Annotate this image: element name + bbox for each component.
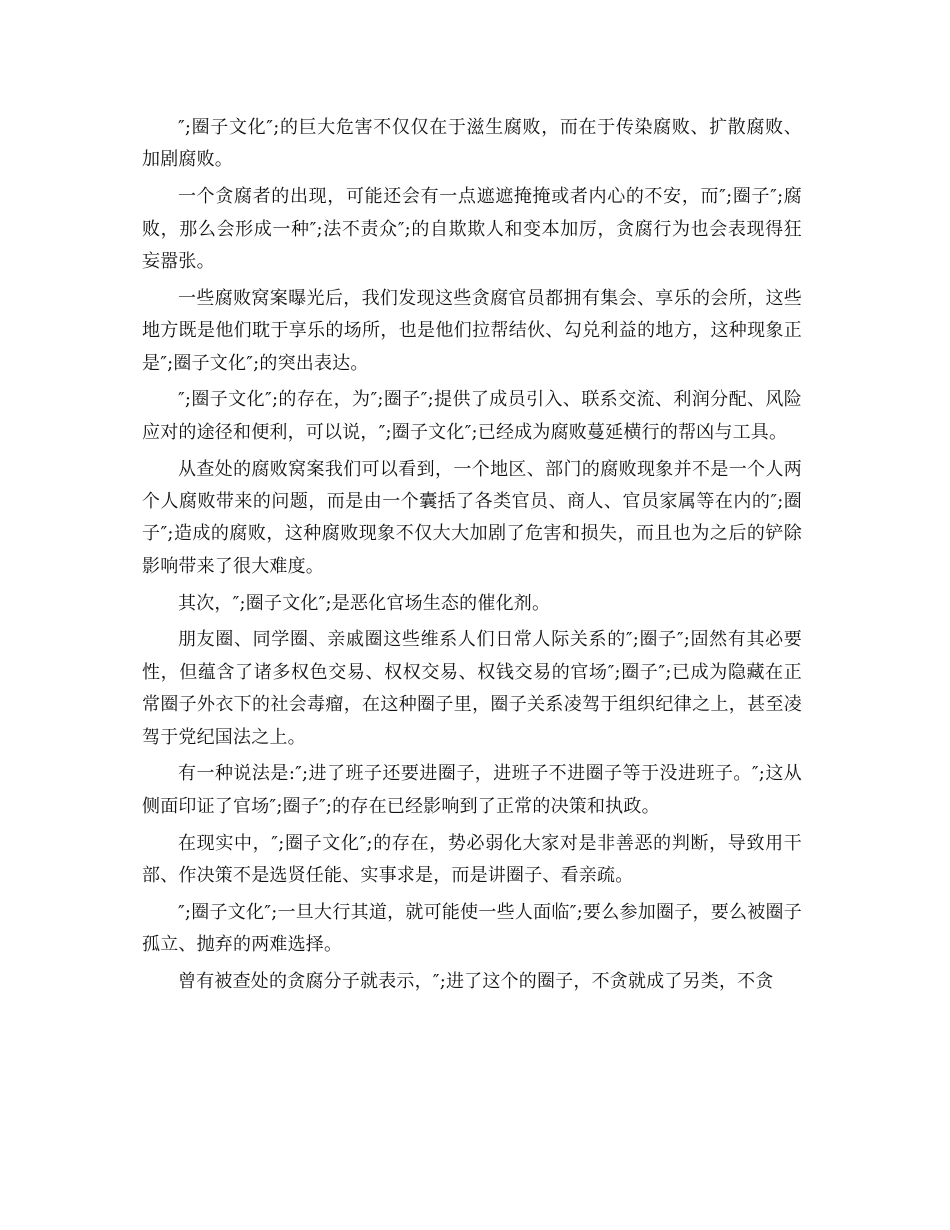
- paragraph-3: 一些腐败窝案曝光后，我们发现这些贪腐官员都拥有集会、享乐的会所，这些地方既是他们耽于享乐的场所，也是他们拉帮结伙、勾兑利益的地方，这种现象正是″;圈子文化″;的突出表达。: [142, 287, 802, 374]
- paragraph-4: ″;圈子文化″;的存在，为″;圈子″;提供了成员引入、联系交流、利润分配、风险应对的途径和便利，可以说，″;圈子文化″;已经成为腐败蔓延横行的帮凶与工具。: [142, 389, 802, 443]
- document-page: [142, 112, 802, 1003]
- paragraph-2: 一个贪腐者的出现，可能还会有一点遮遮掩掩或者内心的不安，而″;圈子″;腐败，那么会形成一种″;法不责众″;的自欺欺人和变本加厉，贪腐行为也会表现得狂妄嚣张。: [142, 186, 802, 273]
- paragraph-8: 有一种说法是:″;进了班子还要进圈子，进班子不进圈子等于没进班子。″;这从侧面印证了官场″;圈子″;的存在已经影响到了正常的决策和执政。: [142, 763, 802, 817]
- paragraph-10: ″;圈子文化″;一旦大行其道，就可能使一些人面临″;要么参加圈子，要么被圈子孤立、抛弃的两难选择。: [142, 901, 802, 956]
- paragraph-11: 曾有被查处的贪腐分子就表示，″;进了这个的圈子，不贪就成了另类，不贪: [178, 971, 774, 993]
- paragraph-9: 在现实中，″;圈子文化″;的存在，势必弱化大家对是非善恶的判断，导致用干部、作决策不是选贤任能、实事求是，而是讲圈子、看亲疏。: [142, 832, 802, 887]
- paragraph-1: ″;圈子文化″;的巨大危害不仅仅在于滋生腐败，而在于传染腐败、扩散腐败、加剧腐败。: [142, 117, 802, 171]
- paragraph-7: 朋友圈、同学圈、亲戚圈这些维系人们日常人际关系的″;圈子″;固然有其必要性，但蕴含了诸多权色交易、权权交易、权钱交易的官场″;圈子″;已成为隐藏在正常圈子外衣下的社会毒瘤，在这种圈子里，圈子关系凌驾于组织纪律之上，甚至凌驾于党纪国法之上。: [142, 629, 802, 748]
- paragraph-6: 其次，″;圈子文化″;是恶化官场生态的催化剂。: [178, 592, 551, 614]
- paragraph-5: 从查处的腐败窝案我们可以看到，一个地区、部门的腐败现象并不是一个人两个人腐败带来的问题，而是由一个囊括了各类官员、商人、官员家属等在内的″;圈子″;造成的腐败，这种腐败现象不仅大大加剧了危害和损失，而且也为之后的铲除影响带来了很大难度。: [142, 458, 802, 577]
